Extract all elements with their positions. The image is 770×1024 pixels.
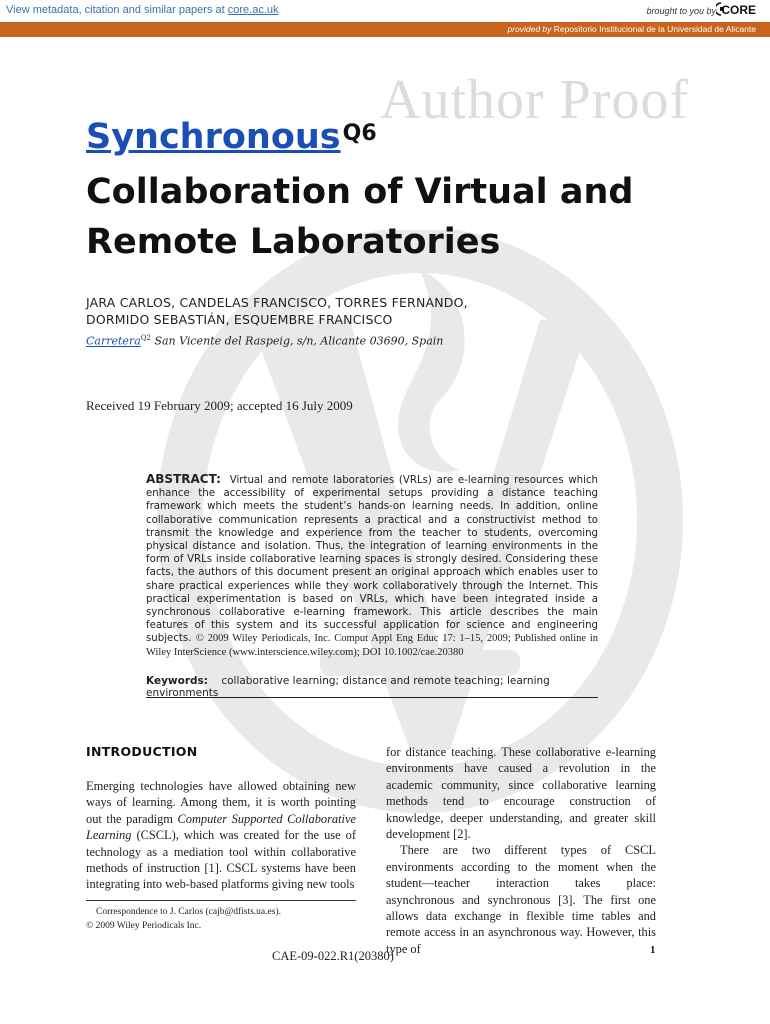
- abstract-text: Virtual and remote laboratories (VRLs) are e-learning resources which enhance the accessibility of experimental setups providing a distance teaching framework which meets the student’s hands-on learning needs. In addition, online collaborative communication represents a practical and a constructivist method to transmit the knowledge and experience from the teacher to students, overcoming physical distance and isolation. Thus, the integration of learning environments in the form of VRLs inside collaborative learning spaces is strongly desired. Considering these facts, the authors of this document present an original approach which enables user to share practical experiences while they work collaboratively through the Internet. This practical experimentation is based on VRLs, which have been integrated inside a synchronous collaborative e-learning framework. This article describes the main features of this system and its successful application for science and engineering subjects.: [146, 475, 598, 645]
- core-logo-text[interactable]: CORE: [721, 3, 756, 17]
- author-proof-watermark: Author Proof: [380, 69, 690, 131]
- authors-line-1: JARA CARLOS, CANDELAS FRANCISCO, TORRES FERNANDO,: [86, 295, 468, 310]
- affiliation-query-marker: Q2: [140, 334, 151, 342]
- keywords: [146, 675, 598, 699]
- manuscript-id: CAE-09-022.R1(20380): [272, 949, 394, 963]
- intro-paragraph-continued: for distance teaching. These collaborative e-learning environments have caused a revolution in the academic community, since collaborative learning methods tend to encourage construction of knowledge, deeper understanding, and greater skill development [2].: [386, 745, 656, 842]
- brought-to-you-text: brought to you by: [646, 6, 716, 16]
- keywords-text: collaborative learning; distance and remote teaching; learning environments: [146, 675, 550, 699]
- authors-line-2: DORMIDO SEBASTIÁN, ESQUEMBRE FRANCISCO: [86, 312, 393, 327]
- footnote-divider: [86, 900, 356, 901]
- footnote: [86, 905, 356, 933]
- abstract-citation: © 2009 Wiley Periodicals, Inc. Comput Appl Eng Educ 17: 1–15, 2009; Published online in Wiley InterScience (www.interscience.wiley.com); DOI 10.1002/cae.20380: [146, 633, 598, 658]
- section-heading-introduction: INTRODUCTION: [86, 744, 198, 759]
- intro-p1-emphasis: Computer Supported Collaborative Learning: [86, 811, 356, 843]
- intro-paragraph-2: There are two different types of CSCL environments according to the moment when the student—teacher interaction takes place: asynchronous and synchronous [3]. The first one allows data exchange in flexible time tables and remote access in an asynchronous way. However, this type of: [386, 843, 656, 956]
- metadata-text: View metadata, citation and similar papers at: [6, 4, 225, 16]
- abstract-label: ABSTRACT:: [146, 472, 221, 486]
- affiliation-address: San Vicente del Raspeig, s/n, Alicante 03690, Spain: [154, 334, 444, 348]
- title-line-1[interactable]: Synchronous: [86, 117, 341, 157]
- provider-text: [507, 24, 756, 34]
- article-title: [86, 112, 726, 267]
- metadata-notice: [6, 4, 279, 16]
- title-line-3: Remote Laboratories: [86, 222, 501, 262]
- author-list: [86, 294, 468, 328]
- body-column-right: [386, 744, 656, 957]
- provider-name[interactable]: Repositorio Institucional de la Universidad de Alicante: [553, 24, 756, 34]
- intro-p1-part-b: (CSCL), which was created for the use of technology as a mediation tool within collaborative methods of instruction [1]. CSCL systems have been integrating into web-based platforms giving new tools: [86, 828, 356, 892]
- page-number: 1: [650, 944, 656, 956]
- title-line-2: Collaboration of Virtual and: [86, 172, 634, 212]
- provided-by-prefix: provided by: [507, 24, 552, 34]
- provider-bar: [0, 22, 770, 37]
- intro-p1-part-a: Emerging technologies have allowed obtaining new ways of learning. Among them, it is worth pointing out the paradigm: [86, 779, 356, 826]
- title-query-marker: Q6: [342, 121, 377, 146]
- intro-paragraph-1: [86, 778, 356, 893]
- core-banner: [0, 0, 770, 22]
- received-dates: Received 19 February 2009; accepted 16 July 2009: [86, 398, 353, 413]
- core-link[interactable]: core.ac.uk: [227, 4, 279, 16]
- correspondence-note: Correspondence to J. Carlos (cajb@dfists.ua.es).: [96, 907, 281, 917]
- footnote-copyright: © 2009 Wiley Periodicals Inc.: [86, 921, 202, 931]
- abstract: [146, 473, 598, 659]
- abstract-divider: [146, 697, 598, 698]
- affiliation-link[interactable]: Carretera: [86, 334, 141, 348]
- affiliation: [86, 334, 443, 348]
- keywords-label: Keywords:: [146, 675, 208, 687]
- body-column-left: [86, 778, 356, 893]
